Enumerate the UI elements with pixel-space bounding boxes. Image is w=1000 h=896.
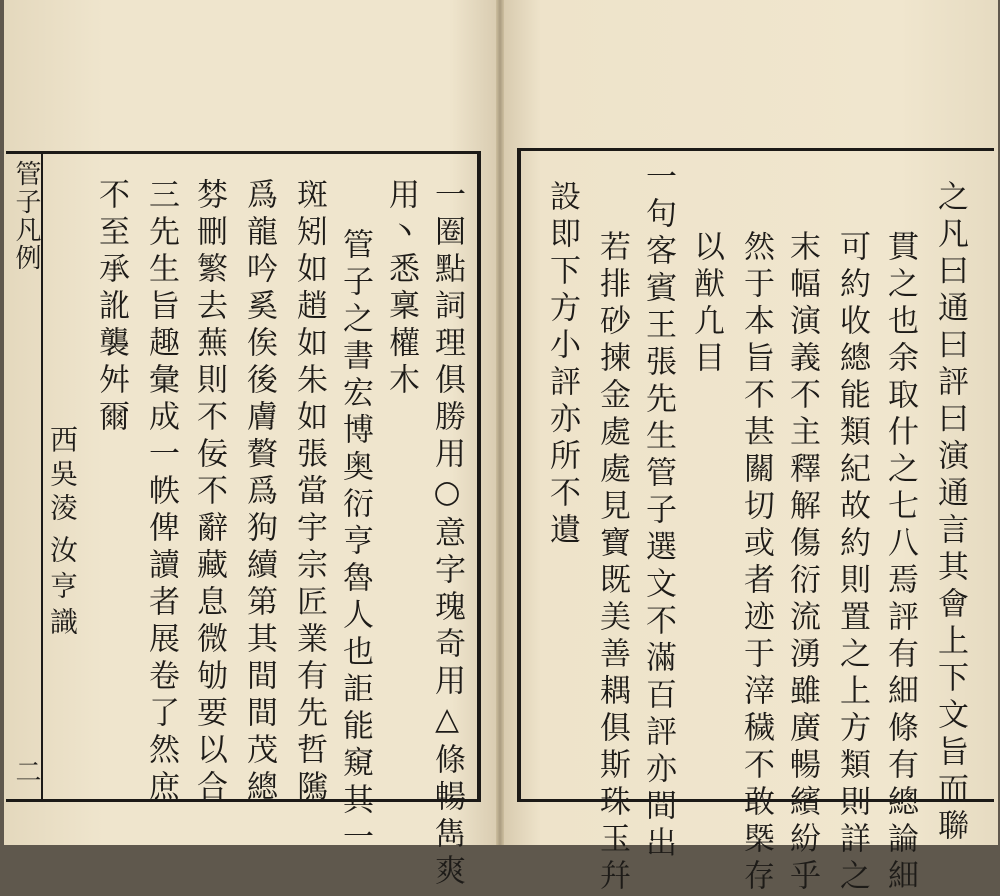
margin-title: 管子凡例 bbox=[11, 160, 41, 272]
left-col-4: 斑矧如趙如朱如張當宇宗匠業有先哲隲 bbox=[291, 178, 327, 807]
left-col-6: 棼刪繁去蕪則不佞不辭藏息微劬要以合 bbox=[191, 178, 227, 807]
left-col-5: 爲龍吟奚俟後膚贅爲狗續第其間間茂總 bbox=[241, 178, 277, 807]
left-col-2: 用丶悉稟權木 bbox=[383, 178, 419, 400]
signature-place: 西吳淩 bbox=[46, 425, 79, 527]
left-frame-top bbox=[6, 151, 480, 154]
right-col-9: 設即下方小評亦所不遺 bbox=[544, 180, 580, 550]
folio-number: 二 bbox=[11, 758, 41, 786]
right-frame-left bbox=[517, 148, 521, 802]
right-col-1: 之凡曰通曰評曰演通言其會上下文旨而聯 bbox=[932, 180, 968, 846]
right-frame-top bbox=[518, 148, 994, 151]
right-col-2: 貫之也余取什之七八焉評有細條有總論細 bbox=[882, 230, 918, 896]
book-gutter bbox=[496, 0, 504, 845]
signature-name: 汝亨識 bbox=[46, 535, 79, 643]
right-col-5: 然于本旨不甚關切或者迹于滓穢不敢槩存 bbox=[738, 230, 774, 896]
right-col-4: 末幅演義不主釋解傷衍流湧雖廣暢繽紛乎 bbox=[784, 230, 820, 896]
left-col-1: 一圈點詞理俱勝用○意字瑰奇用△條暢雋爽 bbox=[429, 178, 465, 891]
right-col-6: 以猷凢目 bbox=[688, 230, 724, 378]
right-col-3: 可約收總能類紀故約則置之上方類則詳之 bbox=[834, 230, 870, 896]
left-col-8: 不至承訛襲舛爾 bbox=[93, 178, 129, 437]
right-col-7: 一句客賓王張先生管子選文不滿百評亦間出 bbox=[640, 160, 676, 863]
left-col-7: 三先生旨趣彙成一帙俾讀者展卷了然庶 bbox=[143, 178, 179, 807]
left-col-3: 管子之書宏博奥衍亨魯人也詎能窺其一 bbox=[337, 228, 373, 857]
right-col-8: 若排砂揀金處處見寶既美善耦俱斯珠玉幷 bbox=[594, 230, 630, 896]
left-frame-right bbox=[477, 151, 481, 802]
